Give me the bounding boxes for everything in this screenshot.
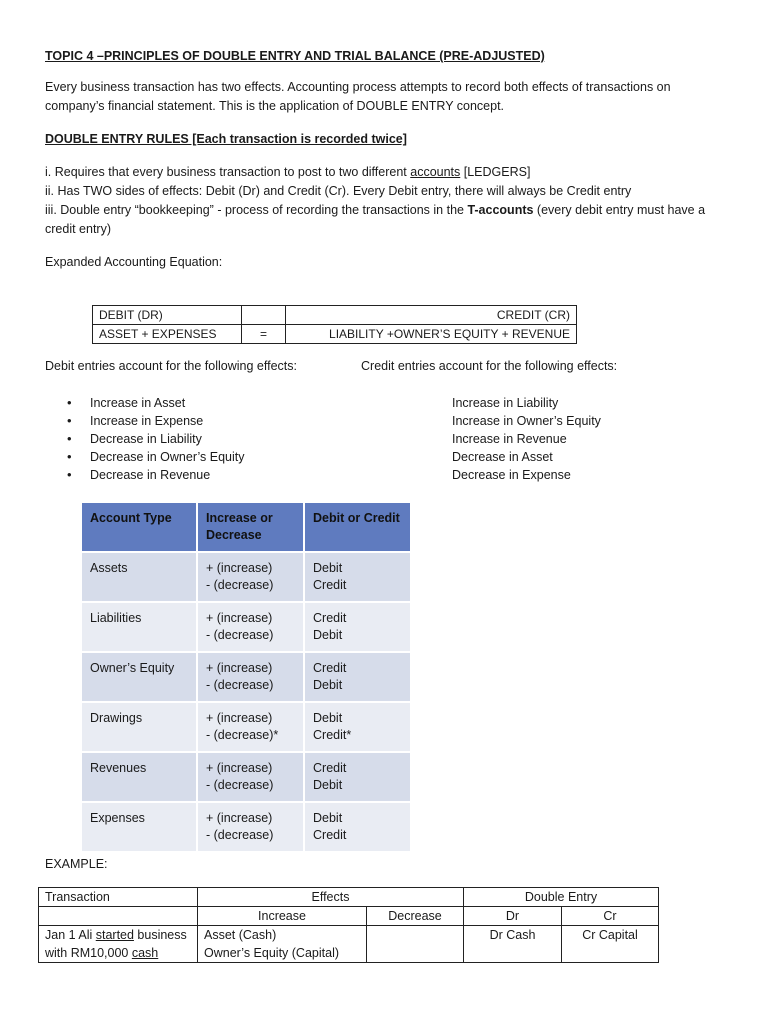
example-label: EXAMPLE:	[45, 857, 108, 871]
credit-effects-list	[452, 394, 601, 484]
rule-2: ii. Has TWO sides of effects: Debit (Dr) and Credit (Cr). Every Debit entry, there will always be Credit entry	[45, 184, 632, 198]
transaction-header: Transaction	[39, 888, 198, 907]
column-header: Debit or Credit	[305, 503, 410, 551]
entry-cell: Debit Credit	[305, 803, 410, 851]
change-cell: + (increase) - (decrease)	[198, 553, 303, 601]
t-accounts-term: T-accounts	[467, 203, 534, 217]
credit-header: CREDIT (CR)	[286, 306, 577, 325]
dr-header: Dr	[464, 907, 562, 926]
entry-cell: Debit Credit*	[305, 703, 410, 751]
transaction-cell: Jan 1 Ali started business with RM10,000 cash	[39, 926, 198, 963]
rules-list	[45, 163, 735, 239]
list-item: Increase in Owner’s Equity	[452, 414, 601, 428]
debit-effects-heading: Debit entries account for the following effects:	[45, 359, 297, 373]
effects-header: Effects	[198, 888, 464, 907]
change-cell: + (increase) - (decrease)	[198, 753, 303, 801]
double-entry-header: Double Entry	[464, 888, 659, 907]
list-item: • Increase in Expense	[67, 412, 244, 430]
list-item: • Decrease in Revenue	[67, 466, 244, 484]
increase-cell: Asset (Cash) Owner’s Equity (Capital)	[198, 926, 367, 963]
intro-line-1: Every business transaction has two effects. Accounting process attempts to record both effects of transactions on	[45, 80, 671, 94]
decrease-header: Decrease	[367, 907, 464, 926]
equation-left: ASSET + EXPENSES	[93, 325, 242, 344]
account-type-cell: Assets	[82, 553, 196, 601]
dr-cell: Dr Cash	[464, 926, 562, 963]
equation-right: LIABILITY +OWNER’S EQUITY + REVENUE	[286, 325, 577, 344]
increase-header: Increase	[198, 907, 367, 926]
debit-effects-list	[67, 394, 244, 484]
equation-spacer	[242, 306, 286, 325]
equation-label: Expanded Accounting Equation:	[45, 255, 223, 269]
credit-effects-heading: Credit entries account for the following effects:	[361, 359, 618, 373]
column-header: Increase or Decrease	[198, 503, 303, 551]
list-item: Decrease in Asset	[452, 450, 553, 464]
column-header: Account Type	[82, 503, 196, 551]
entry-cell: Credit Debit	[305, 753, 410, 801]
list-item: • Decrease in Owner’s Equity	[67, 448, 244, 466]
table-row	[39, 926, 659, 963]
entry-cell: Credit Debit	[305, 653, 410, 701]
list-item: • Increase in Asset	[67, 394, 244, 412]
table-row	[82, 653, 410, 701]
example-table	[38, 887, 659, 963]
equation-sign: =	[242, 325, 286, 344]
intro-line-2: company’s financial statement. This is the application of DOUBLE ENTRY concept.	[45, 99, 505, 113]
list-item: Increase in Revenue	[452, 432, 567, 446]
table-row	[82, 603, 410, 651]
list-item: Increase in Liability	[452, 396, 559, 410]
accounting-equation-table	[92, 305, 577, 344]
table-row	[82, 753, 410, 801]
accounts-term: accounts	[410, 165, 461, 179]
account-rules-table	[80, 501, 412, 853]
rule-1: i. Requires that every business transaction to post to two different accounts [LEDGERS]	[45, 165, 531, 179]
account-type-cell: Revenues	[82, 753, 196, 801]
entry-cell: Debit Credit	[305, 553, 410, 601]
table-subheader-row	[39, 907, 659, 926]
account-type-cell: Expenses	[82, 803, 196, 851]
change-cell: + (increase) - (decrease)*	[198, 703, 303, 751]
list-item: Decrease in Expense	[452, 468, 571, 482]
rules-heading: DOUBLE ENTRY RULES [Each transaction is recorded twice]	[45, 132, 407, 146]
rule-3: iii. Double entry “bookkeeping” - process of recording the transactions in the T-accounts (every debit entry must have a	[45, 203, 706, 217]
change-cell: + (increase) - (decrease)	[198, 603, 303, 651]
table-row	[82, 803, 410, 851]
table-row	[82, 553, 410, 601]
account-type-cell: Drawings	[82, 703, 196, 751]
account-type-cell: Liabilities	[82, 603, 196, 651]
decrease-cell	[367, 926, 464, 963]
table-header-row	[82, 503, 410, 551]
account-type-cell: Owner’s Equity	[82, 653, 196, 701]
change-cell: + (increase) - (decrease)	[198, 803, 303, 851]
debit-header: DEBIT (DR)	[93, 306, 242, 325]
rule-3-continued: credit entry)	[45, 222, 111, 236]
change-cell: + (increase) - (decrease)	[198, 653, 303, 701]
page-title: TOPIC 4 –PRINCIPLES OF DOUBLE ENTRY AND TRIAL BALANCE (PRE-ADJUSTED)	[45, 49, 545, 63]
table-header-row	[39, 888, 659, 907]
list-item: • Decrease in Liability	[67, 430, 244, 448]
entry-cell: Credit Debit	[305, 603, 410, 651]
cr-header: Cr	[562, 907, 659, 926]
table-row	[82, 703, 410, 751]
empty-cell	[39, 907, 198, 926]
cr-cell: Cr Capital	[562, 926, 659, 963]
intro-paragraph	[45, 78, 671, 116]
